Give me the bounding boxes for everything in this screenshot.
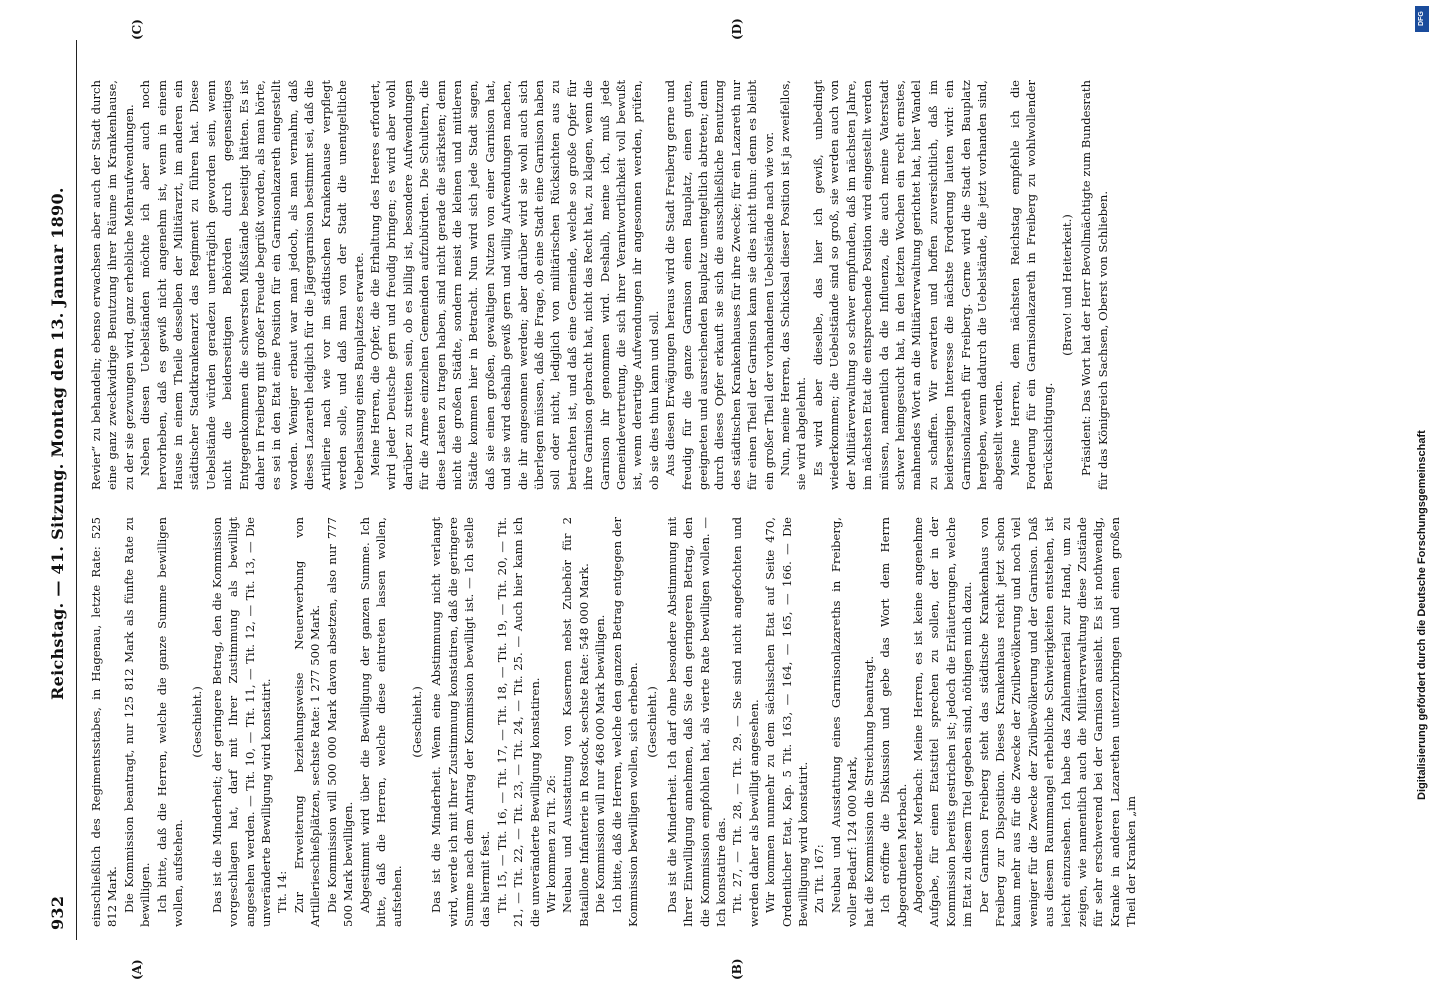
attribution-text: Digitalisierung gefördert durch die Deutsche Forschungsgemeinschaft [1416,430,1428,800]
margin-marker-d: (D) [730,18,744,40]
paragraph: Revier“ zu behandeln; ebenso erwachsen aber auch der Stadt durch eine ganz zweckwidrige Benutzung ihrer Räume im Krankenhause, zu der sie gezwungen wird, ganz erhebliche Mehraufwendungen. [89,80,136,490]
stage-direction: (Bravo! und Heiterkeit.) [1059,214,1074,356]
dfg-logo-badge: DFG [1415,6,1429,32]
paragraph: Präsident: Das Wort hat der Herr Bevollmächtigte zum Bundesrath für das Königreich Sachsen, Oberst von Schlieben. [1079,80,1110,490]
paragraph: hat die Kommission die Streichung beantragt. [861,655,876,927]
paragraph: Das ist die Minderheit. Ich darf ohne besondere Abstimmung mit Ihrer Einwilligung annehmen, daß Sie den geringeren Betrag, den die Kommission empfohlen hat, als vierte Rate bewilligen wollen. — Ich konstatire das. [664,517,729,927]
paragraph: Aus diesen Erwägungen heraus wird die Stadt Freiberg gerne und freudig für die ganze Garnison einen Bauplatz, einen guten, geeigneten und ausreichenden Bauplatz unentgeltlich abtreten; denn durch dieses Opfer erkauft sie sich die ausschließliche Benutzung des städtischen Krankenhauses für ihre Zwecke; für ein Lazareth nur für einen Theil der Garnison kann sie dies nicht thun: denn es bleibt ein großer Theil der vorhandenen Uebelstände nach wie vor. [663,80,776,490]
running-header [48,0,76,1000]
paragraph: Tit. 15, — Tit. 16, — Tit. 17, — Tit. 18, — Tit. 19, — Tit. 20, — Tit. 21, — Tit. 22, — Tit. 23, — Tit. 24, — Tit. 25. — Auch hier kann ich die unveränderte Bewilligung konstatiren. [494,517,542,927]
paragraph: Zu Tit. 167: [812,844,827,913]
right-column [88,80,1111,490]
paragraph: Tit. 14: [275,870,290,913]
paragraph: Ich bitte, daß die Herren, welche die ganze Summe bewilligen wollen, aufstehen. [154,517,186,927]
paragraph: Abgestimmt wird über die Bewilligung der ganzen Summe. Ich bitte, daß die Herren, welche diese eintreten lassen wollen, aufstehen. [357,517,405,927]
stage-direction: (Geschieht.) [645,686,660,758]
paragraph: Neubau und Ausstattung eines Garnisonlazareths in Freiberg, voller Bedarf: 124 000 Mark, [828,517,860,927]
paragraph: Die Kommission will 500 000 Mark davon absetzen, also nur 777 500 Mark bewilligen. [324,517,356,927]
margin-marker-a: (A) [130,959,144,980]
paragraph: Das ist die Minderheit; der geringere Betrag, den die Kommission vorgeschlagen hat, darf mit Ihrer Zustimmung als bewilligt angesehen werden. — Tit. 10, — Tit. 11, — Tit. 12, — Tit. 13, — Die unveränderte Bewilligung wird konstatirt. [209,517,274,927]
paragraph: Zur Erweiterung beziehungsweise Neuerwerbung von Artillerieschießplätzen, sechste Rate: 1 277 500 Mark. [291,517,323,927]
paragraph: Nun, meine Herren, das Schicksal dieser Position ist ja zweifellos, sie wird abgelehnt. [778,80,809,490]
left-column [88,517,1140,927]
paragraph: Wir kommen nunmehr zu dem sächsischen Etat auf Seite 470, Ordentlicher Etat, Kap. 5 Tit. 163, — 164, — 165, — 166. — Die Bewilligung wird konstatirt. [763,517,811,927]
header-rule [76,40,77,940]
paragraph: Ich eröffne die Diskussion und gebe das Wort dem Herrn Abgeordneten Merbach. [878,517,909,927]
paragraph: Der Garnison Freiberg steht das städtische Krankenhaus von Freiberg zur Disposition. Dieses Krankenhaus reicht jetzt schon kaum mehr aus für die Zwecke der Zivilbevölkerung und noch viel weniger für die Zwecke der Zivilbevölkerung und der Garnison. Daß aus diesem Raummangel erhebliche Schwierigkeiten entstehen, ist leicht einzusehen. Ich habe das Zahlenmaterial zur Hand, um zu zeigen, wie namentlich auch die Militärverwaltung diese Zustände für sehr erschwerend bei der Garnison ansieht. Es ist nothwendig, Kranke in anderen Lazarethen unterzubringen und einen großen Theil der Kranken „im [976,517,1139,927]
paragraph: Die Kommission beantragt, nur 125 812 Mark als fünfte Rate zu bewilligen. [121,517,153,927]
margin-marker-b: (B) [730,958,744,980]
attribution-sidebar [1414,0,1432,1000]
paragraph: einschließlich des Regimentsstabes, in Hagenau, letzte Rate: 525 812 Mark. [89,517,120,927]
paragraph: Wir kommen zu Tit. 26: [543,774,558,913]
paragraph: Meine Herren, die Opfer, die die Erhaltung des Heeres erfordert, wird jeder Deutsche gern und freudig bringen; es wird aber wohl darüber zu streiten sein, ob es billig ist, besondere Aufwendungen für die Armee einzelnen Gemeinden aufzubürden. Die Schultern, die diese Lasten zu tragen haben, sind nicht gerade die stärksten; denn nicht die großen Städte, sondern meist die kleinen und mittleren Städte kommen hier in Betracht. Nun wird sich jede Stadt sagen, daß sie einen großen, gewaltigen Nutzen von einer Garnison hat, und sie wird deshalb gewiß gern und willig Aufwendungen machen, die ihr angesonnen werden; aber darüber wird sie wohl auch sich überlegen müssen, daß die Frage, ob eine Stadt eine Garnison haben soll oder nicht, lediglich von militärischen Rücksichten aus zu betrachten ist, und daß eine Gemeinde, welche so große Opfer für ihre Garnison gebracht hat, nicht das Recht hat, zu klagen, wenn die Garnison ihr genommen wird. Deshalb, meine ich, muß jede Gemeindevertretung, die sich ihrer Verantwortlichkeit voll bewußt ist, wenn derartige Aufwendungen ihr angesonnen werden, prüfen, ob sie dies thun kann und soll. [367,80,661,490]
paragraph: Meine Herren, dem nächsten Reichstag empfehle ich die Forderung für ein Garnisonlazareth in Freiberg zu wohlwollender Berücksichtigung. [1007,80,1055,490]
page-title: Reichstag. — 41. Sitzung. Montag den 13. Januar 1890. [48,187,67,700]
stage-direction: (Geschieht.) [190,686,205,758]
paragraph: Ich bitte, daß die Herren, welche den ganzen Betrag entgegen der Kommission bewilligen wollen, sich erheben. [609,517,640,927]
paragraph: Die Kommission will nur 468 000 Mark bewilligen. [593,614,608,913]
page-number: 932 [48,895,67,930]
stage-direction: (Geschieht.) [409,686,424,758]
paragraph: Neben diesen Uebelständen möchte ich aber auch noch hervorheben, daß es gewiß nicht angenehm ist, wenn in einem Hause in einem Theile desselben der Militärarzt, im anderen ein städtischer Stadtkrankenarzt das Regiment zu führen hat. Diese Uebelstände würden geradezu unerträglich geworden sein, wenn nicht die beiderseitigen Behörden durch gegenseitiges Entgegenkommen die schwersten Mißstände beseitigt hätten. Es ist daher in Freiberg mit großer Freude begrüßt worden, als man hörte, es sei in den Etat eine Position für ein Garnisonlazareth eingestellt worden. Weniger erbaut war man jedoch, als man vernahm, daß dieses Lazareth lediglich für die Jägergarnison bestimmt sei, daß die Artillerie nach wie vor im städtischen Krankenhause verpflegt werden solle, und daß man von der Stadt die unentgeltliche Ueberlassung eines Bauplatzes erwarte. [138,80,366,490]
paragraph: Neubau und Ausstattung von Kasernen nebst Zubehör für 2 Bataillone Infanterie in Rostock, sechste Rate: 548 000 Mark. [560,517,591,927]
paragraph: Abgeordneter Merbach: Meine Herren, es ist keine angenehme Aufgabe, für einen Etatstitel sprechen zu sollen, der in der Kommission bereits gestrichen ist; jedoch die Erläuterungen, welche im Etat zu diesem Titel gegeben sind, nöthigen mich dazu. [910,517,975,927]
margin-marker-c: (C) [130,19,144,40]
paragraph: Das ist die Minderheit. Wenn eine Abstimmung nicht verlangt wird, werde ich mit Ihrer Zustimmung konstatiren, daß die geringere Summe nach dem Antrag der Kommission bewilligt ist. — Ich stelle das hiermit fest. [429,517,493,927]
paragraph: Es wird aber dieselbe, das hier ich gewiß, unbedingt wiederkommen; die Uebelstände sind so groß, sie werden auch von der Militärverwaltung so schwer empfunden, daß im nächsten Jahre, im nächsten Etat die entsprechende Position wird eingestellt werden müssen, namentlich da die Influenza, die auch meine Vaterstadt schwer heimgesucht hat, in den letzten Wochen ein recht ernstes, mahnendes Wort an die Militärverwaltung gerichtet hat, hier Wandel zu schaffen. Wir erwarten und hoffen zuversichtlich, daß im beiderseitigen Interesse die nächste Forderung lauten wird: ein Garnisonlazareth für Freiberg. Gerne wird die Stadt den Bauplatz hergeben, wenn dadurch die Uebelstände, die jetzt vorhanden sind, abgestellt werden. [810,80,1006,490]
paragraph: Tit. 27, — Tit. 28, — Tit. 29. — Sie sind nicht angefochten und werden daher als bewilligt angesehen. [730,517,761,927]
